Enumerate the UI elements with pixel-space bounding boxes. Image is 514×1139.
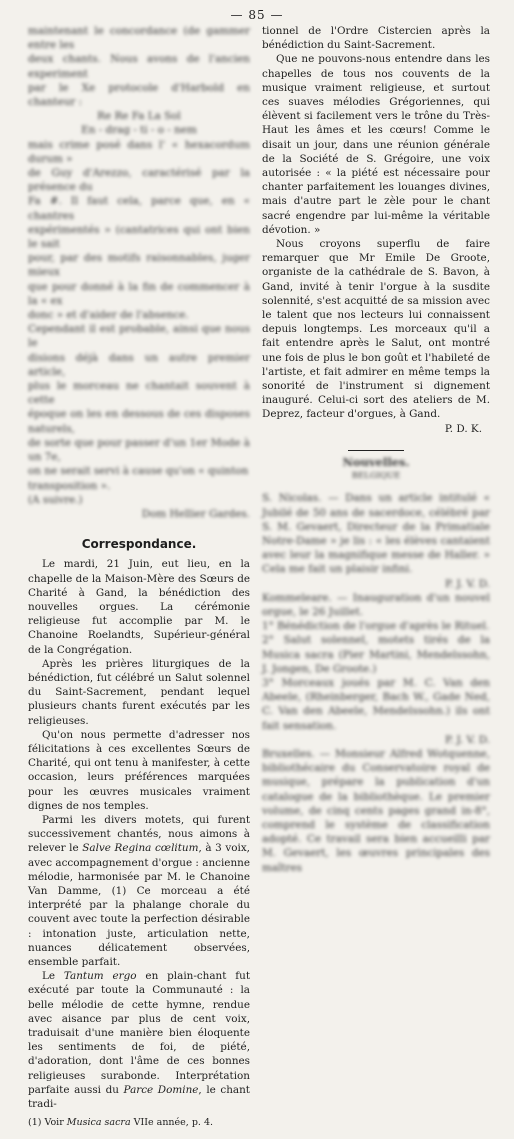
paragraph-tantum-ergo: [28, 969, 250, 1111]
parce-domine-title: Parce Domine: [123, 1083, 199, 1096]
text-run: , à 3 voix, avec accompagnement d'orgue : ancienne mélodie, harmonisée par M. le Chanoine Van Damme, (1) Ce morceau a été interprété par la phalange chorale du couvent avec toute la perfection désirable : intonation juste, articulation nette, nuances délicatement observées, ensemble parfait.: [28, 842, 250, 968]
blurred-line: on ne serait servi à cause qu'on « quinton: [28, 465, 249, 478]
blurred-line: maintenant le concordance (de gammer entre les: [28, 25, 250, 52]
blurred-line: que pour donné à la fin de commencer à la « ex: [28, 280, 250, 307]
paragraph-motets: [28, 813, 250, 969]
text-run: (1) Voir: [28, 1117, 67, 1129]
paragraph: Que ne pouvons-nous entendre dans les chapelles de tous nos couvents de la musique vraiment religieuse, et surtout ces suaves mélodies Grégoriennes, qui élèvent si facilement vers le trône du Très-Haut les âmes et les cœurs! Comme le disait un jour, dans une réunion générale de la Société de S. Grégoire, une voix autorisée : « la piété est nécessaire pour chanter parfaitement les louanges divines, mais d'autre part le zèle pour le chant sacré engendre par lui-même la véritable dévotion. »: [262, 53, 490, 236]
blurred-continue-note: (A suivre.): [28, 493, 83, 506]
blurred-line: de Guy d'Arezzo, caractérisé par la présence du: [28, 167, 250, 194]
blurred-line: mais crime posé dans l' « hexacordum durum »: [28, 138, 250, 165]
tantum-ergo-title: Tantum ergo: [63, 970, 137, 983]
blurred-line: plus le morceau ne chantait souvent à cette: [28, 380, 250, 407]
paragraph: Nous croyons superflu de faire remarquer que Mr Emile De Groote, organiste de la cathédrale de S. Bavon, à Gand, invité à tenir l'orgue à la susdite solennité, s'est acquitté de sa mission avec le talent que nos lecteurs lui connaissent depuis longtemps. Les morceaux qu'il a fait entendre après le Salut, ont montré une fois de plus le bon goût et l'habileté de l'artiste, et fait admirer en même temps la sonorité de l'instrument si dignement inauguré. Celui-ci sort des ateliers de M. Deprez, facteur d'orgues, à Gand.: [262, 238, 490, 421]
paragraph: Qu'on nous permette d'adresser nos félicitations à ces excellentes Sœurs de Charité, qui ont tenu à manifester, à cette occasion, leurs préférences marquées pour les œuvres musicales vraiment dignes de nos temples.: [28, 728, 250, 812]
text-run: VIIe année, p. 4.: [130, 1117, 214, 1129]
paragraph: Après les prières liturgiques de la bénédiction, fut célébré un Salut solennel du Saint-Sacrement, pendant lequel plusieurs chants furent exécutés par les religieuses.: [28, 657, 250, 727]
paragraph-continued: tionnel de l'Ordre Cistercien après la bénédiction du Saint-Sacrement.: [262, 25, 490, 52]
blurred-news-sig: P. J. V. D.: [444, 733, 490, 746]
blurred-news-item: 3° Morceaux joués par M. C. Van den Abeele, (Rheinberger, Bach W., Gade Ned, C. Van den Abeele, Mendelssohn.) ils ont fait sensation.: [262, 676, 490, 732]
text-run: Parmi les divers motets, qui furent successivement chantés, nous aimons à relever le: [28, 813, 250, 855]
blurred-news-item: S. Nicolas. — Dans un article intitulé « Jubilé de 50 ans de sacerdoce, célébré par S. M. Gevaert, Directeur de la Primatiale Notre-Dame » je lis : « les élèves cantaient avec leur la magnifique messe de Haller. » Cela me fait un plaisir infini.: [262, 492, 490, 576]
blurred-news-sig: P. J. V. D.: [444, 577, 490, 590]
blurred-line: par le Xe protocole d'Harbold en chanteur :: [28, 81, 250, 109]
footnote-journal-title: Musica sacra: [66, 1117, 131, 1129]
blurred-music-syllables: En - drag - ti - o - nem: [81, 124, 197, 137]
blurred-line: donc » et d'aider de l'absence.: [28, 309, 189, 322]
paragraph: Le mardi, 21 Juin, eut lieu, en la chapelle de la Maison-Mère des Sœurs de Charité à Gand, la bénédiction des nouvelles orgues. La cérémonie religieuse fut accomplie par M. le Chanoine Roelandts, Supérieur-général de la Congrégation.: [28, 558, 250, 656]
page-number: — 85 —: [230, 8, 284, 22]
salve-regina-title: Salve Regina cœlitum: [82, 842, 199, 855]
blurred-line: pour, par des motifs raisonnables, juger mieux: [28, 252, 250, 279]
blurred-line: deux chants. Nous avons de l'ancien experiment: [28, 53, 250, 80]
signature: P. D. K.: [444, 422, 482, 435]
blurred-news-item: Kommeleare. — Inauguration d'un nouvel orgue, le 26 Juillet.: [262, 591, 490, 618]
blurred-article-continuation: [28, 24, 250, 521]
blurred-line: Cependant il est probable, ainsi que nous le: [28, 323, 250, 350]
blurred-line: Fa #. Il faut cela, parce que, en « chantres: [28, 195, 250, 222]
left-column: [28, 24, 250, 1139]
section-divider: [348, 450, 404, 451]
text-run: Le: [42, 970, 64, 983]
footnote: [28, 1117, 250, 1129]
right-column: [262, 24, 490, 875]
blurred-line: expérimentés » (cantatrices qui ont bien le sait: [28, 223, 250, 251]
section-heading: Correspondance.: [81, 537, 197, 552]
blurred-line: de sorte que pour passer d'un 1er Mode à un 7e,: [28, 436, 250, 464]
blurred-author: Dom Hellier Gardes.: [141, 507, 250, 520]
blurred-line: disions déjà dans un autre premier article,: [28, 351, 250, 378]
blurred-news-heading: Nouvelles.: [342, 454, 410, 469]
blurred-news-item: Bruxelles. — Monsieur Alfred Wotquenne, bibliothécaire du Conservatoire royal de musique, prépare la publication d'un catalogue de la bibliothèque. Le premier volume, de cinq cents pages grand in-8°, comprend le système de classification adopté. Ce travail sera bien accueilli par M. Gevaert, les œuvres principales des maîtres: [262, 747, 490, 874]
blurred-news-item: 2° Salut solennel, motets tirés de la Musica sacra (Pier Martini, Mendelssohn, J. Jongen, De Groote.): [262, 634, 490, 675]
blurred-news-section: [262, 455, 490, 875]
blurred-music-notes: Re Re Fa La Sol: [97, 110, 181, 123]
blurred-line: transposition ».: [28, 479, 111, 492]
blurred-news-item: 1° Bénédiction de l'orgue d'après le Rituel.: [262, 620, 490, 633]
text-run: , le chant tradi-: [28, 1083, 250, 1111]
blurred-news-subheading: BELGIQUE: [351, 471, 401, 482]
blurred-line: époque on les en dessous de ces disposes naturels,: [28, 408, 250, 435]
text-run: en plain-chant fut exécuté par toute la Communauté : la belle mélodie de cette hymne, rendue avec aisance par plus de cent voix, traduisait d'une manière bien éloquente les sentiments de foi, de piété, d'adoration, dont l'âme de ces bonnes religieuses surabonde. Interprétation parfaite aussi du: [28, 970, 251, 1096]
